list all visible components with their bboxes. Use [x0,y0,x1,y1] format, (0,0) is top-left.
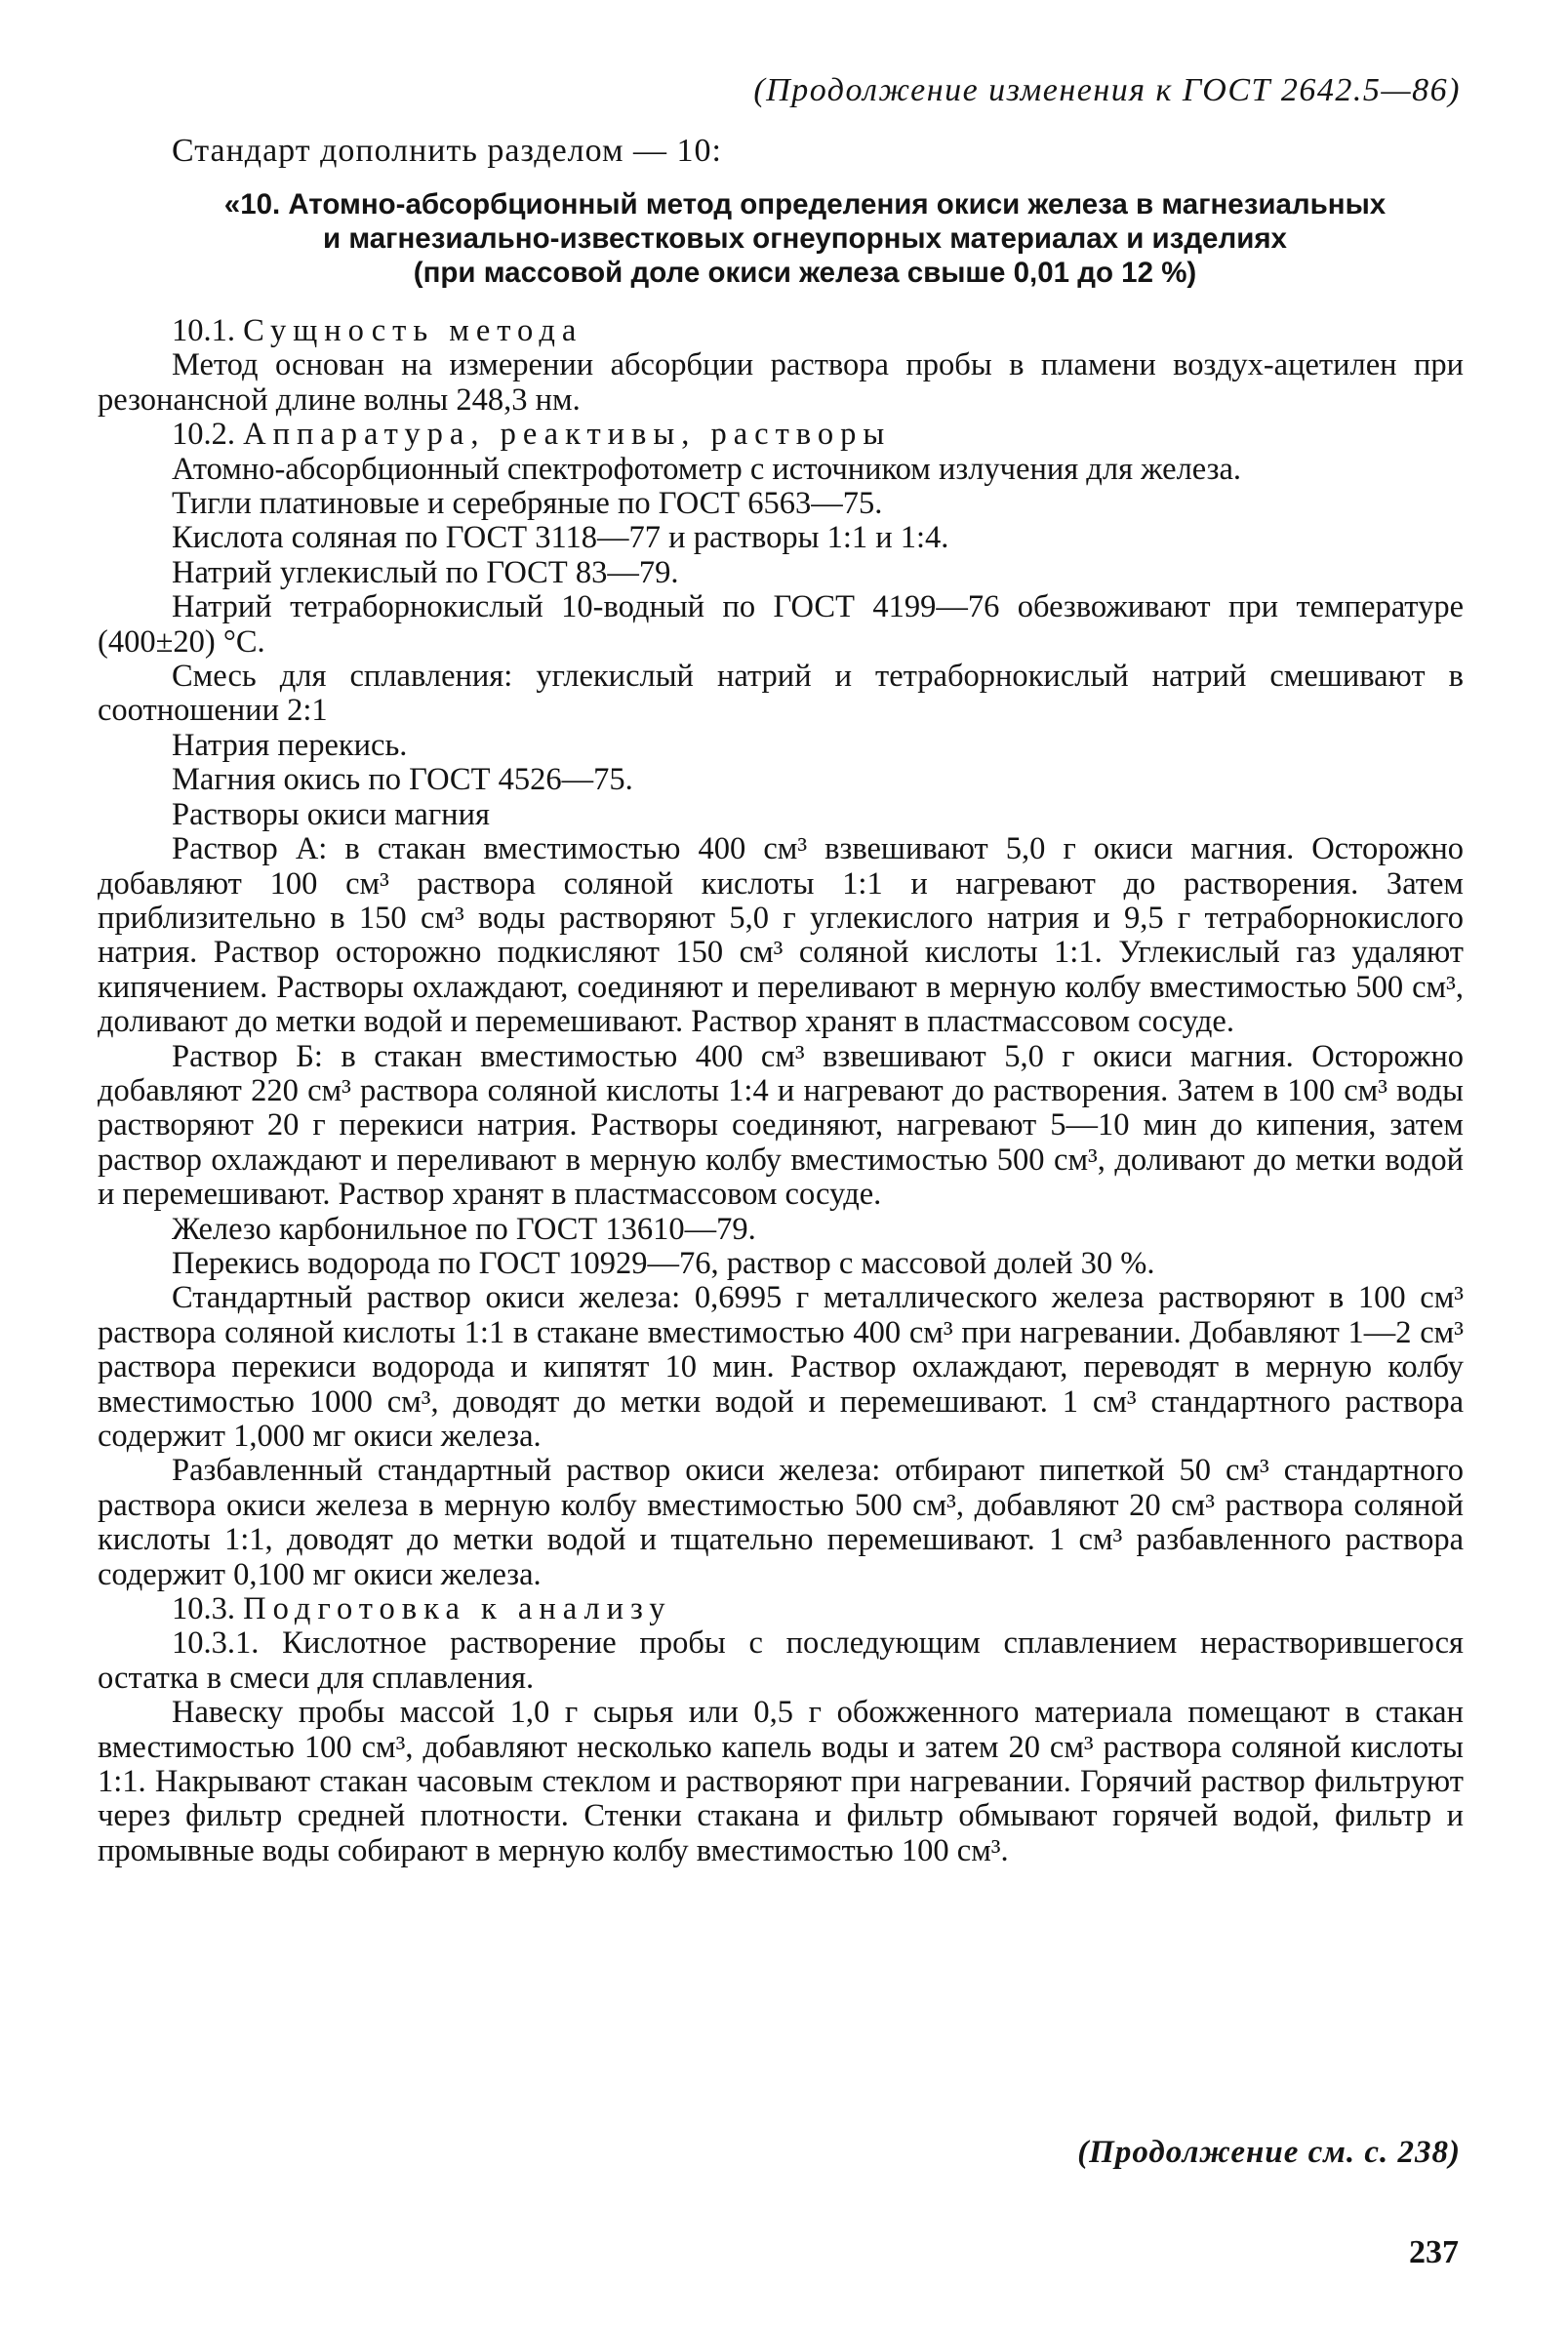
running-header: (Продолжение изменения к ГОСТ 2642.5—86) [753,72,1461,108]
paragraph: Раствор А: в стакан вместимостью 400 см³ взвешивают 5,0 г окиси магния. Осторожно добавляют 100 см³ раствора соляной кислоты 1:1 и нагревают до растворения. Затем приблизительно в 150 см³ воды растворяют 5,0 г углекислого натрия и 9,5 г тетраборнокислого натрия. Раствор осторожно подкисляют 150 см³ соляной кислоты 1:1. Углекислый газ удаляют кипячением. Растворы охлаждают, соединяют и переливают в мерную колбу вместимостью 500 см³, доливают до метки водой и перемешивают. Раствор хранят в пластмассовом сосуде. [98,831,1464,1040]
paragraph: Железо карбонильное по ГОСТ 13610—79. [172,1211,756,1247]
paragraph: Натрий углекислый по ГОСТ 83—79. [172,554,679,590]
paragraph: 10.3.1. Кислотное растворение пробы с последующим сплавлением нерастворившегося остатка в смеси для сплавления. [98,1625,1464,1696]
body-text [98,314,1464,1868]
paragraph: Стандартный раствор окиси железа: 0,6995 г металлического железа растворяют в 100 см³ раствора соляной кислоты 1:1 в стакане вместимостью 400 см³ при нагревании. Добавляют 1—2 см³ раствора перекиси водорода и кипятят 10 мин. Раствор охлаждают, переводят в мерную колбу вместимостью 1000 см³, доводят до метки водой и перемешивают. 1 см³ стандартного раствора содержит 1,000 мг окиси железа. [98,1280,1464,1454]
title-line-2: и магнезиально-известковых огнеупорных материалах и изделиях [323,222,1287,255]
paragraph: Кислота соляная по ГОСТ 3118—77 и растворы 1:1 и 1:4. [172,520,949,556]
section-title [146,187,1464,290]
paragraph: Разбавленный стандартный раствор окиси железа: отбирают пипеткой 50 см³ стандартного раствора окиси железа в мерную колбу вместимостью 500 см³, добавляют 20 см³ раствора соляной кислоты 1:1, доводят до метки водой и тщательно перемешивают. 1 см³ разбавленного раствора содержит 0,100 мг окиси железа. [98,1453,1464,1592]
paragraph: Перекись водорода по ГОСТ 10929—76, раствор с массовой долей 30 %. [172,1245,1155,1281]
page-number: 237 [1409,2234,1459,2270]
title-line-1: «10. Атомно-абсорбционный метод определения окиси железа в магнезиальных [223,188,1387,221]
paragraph: Смесь для сплавления: углекислый натрий и тетраборнокислый натрий смешивают в соотношении 2:1 [98,659,1464,729]
subsection-heading: 10.2. Аппаратура, реактивы, растворы [172,417,892,453]
paragraph: Натрий тетраборнокислый 10-водный по ГОСТ 4199—76 обезвоживают при температуре (400±20) °С. [98,589,1464,660]
paragraph: Растворы окиси магния [172,796,490,832]
paragraph: Натрия перекись. [172,727,408,763]
paragraph: Метод основан на измерении абсорбции раствора пробы в пламени воздух-ацетилен при резонансной длине волны 248,3 нм. [98,347,1464,418]
paragraph: Атомно-абсорбционный спектрофотометр с источником излучения для железа. [172,451,1242,487]
title-line-3: (при массовой доле окиси железа свыше 0,01 до 12 %) [413,257,1197,289]
paragraph: Навеску пробы массой 1,0 г сырья или 0,5 г обожженного материала помещают в стакан вместимостью 100 см³, добавляют несколько капель воды и затем 20 см³ раствора соляной кислоты 1:1. Накрывают стакан часовым стеклом и растворяют при нагревании. Горячий раствор фильтруют через фильтр средней плотности. Стенки стакана и фильтр обмывают горячей водой, фильтр и промывные воды собирают в мерную колбу вместимостью 100 см³. [98,1695,1464,1868]
continuation-note: (Продолжение см. с. 238) [1077,2135,1461,2170]
paragraph: Магния окись по ГОСТ 4526—75. [172,762,633,798]
subsection-heading: 10.3. Подготовка к анализу [172,1591,672,1627]
intro-line: Стандарт дополнить разделом — 10: [172,133,722,169]
paragraph: Раствор Б: в стакан вместимостью 400 см³ взвешивают 5,0 г окиси магния. Осторожно добавляют 220 см³ раствора соляной кислоты 1:4 и нагревают до растворения. Затем в 100 см³ воды растворяют 20 г перекиси натрия. Растворы соединяют, нагревают 5—10 мин до кипения, затем раствор охлаждают и переливают в мерную колбу вместимостью 500 см³, доливают до метки водой и перемешивают. Раствор хранят в пластмассовом сосуде. [98,1038,1464,1213]
subsection-heading: 10.1. Сущность метода [172,313,583,348]
paragraph: Тигли платиновые и серебряные по ГОСТ 6563—75. [172,486,883,522]
